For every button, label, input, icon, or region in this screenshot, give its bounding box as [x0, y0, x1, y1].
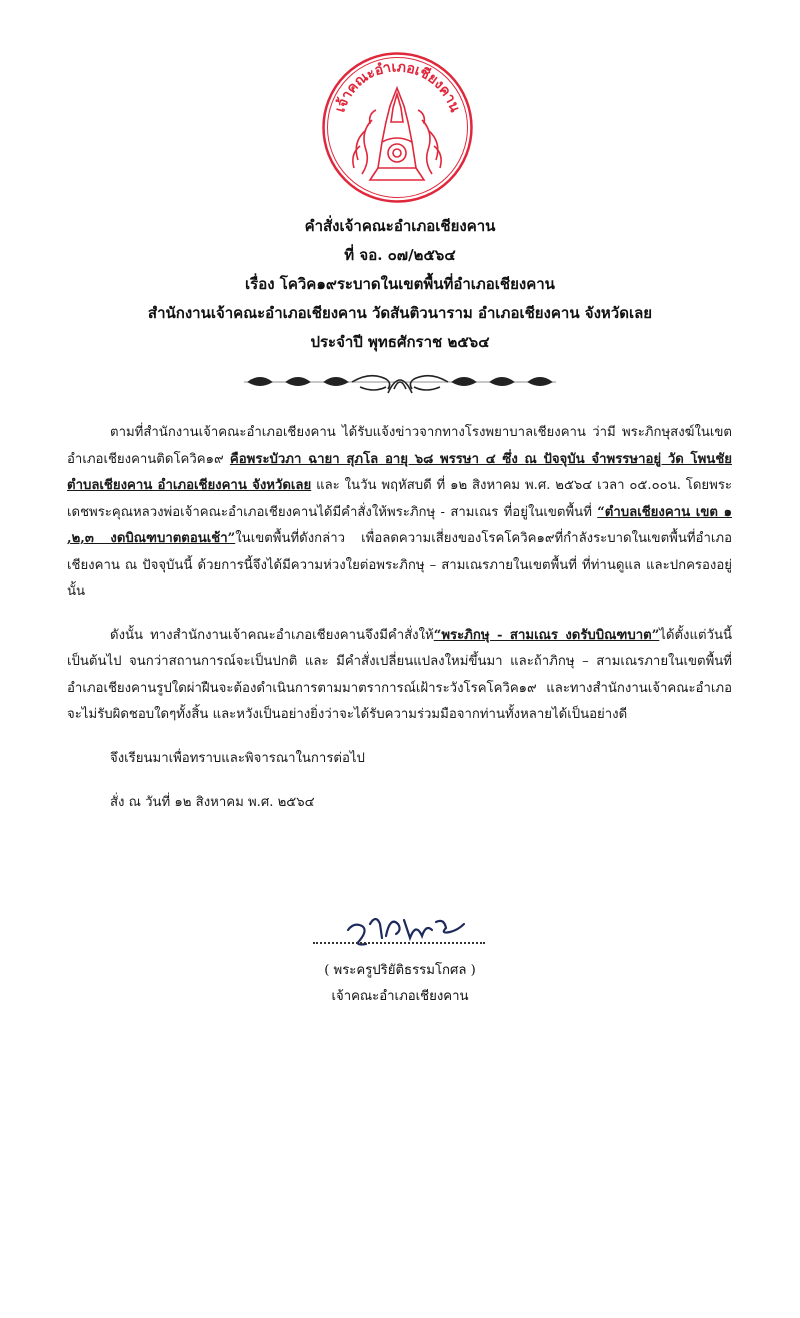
closing-line: จึงเรียนมาเพื่อทราบและพิจารณาในการต่อไป: [110, 750, 365, 766]
signatory-name: ( พระครูปริยัติธรรมโกศล ): [324, 963, 476, 978]
p2-text-c: ได้ตั้งแต่วันนี้เป็นต้นไป จนกว่าสถานการณ์จะเป็นปกติ และ มีคำสั่งเปลี่ยนแปลงใหม่ขึ้นมา และถ้าภิกษุ – สามเณรภายในเขตพื้นที่อำเภอเชียงคานรูปใดผ่าฝืนจะต้องดำเนินการตามมาตราการณ์เฝ้าระวังโรคโควิค๑๙ และทางสำนักงานเจ้าคณะอำเภอจะไม่รับผิดชอบใดๆทั้งสิ้น และหวังเป็นอย่างยิ่งว่าจะได้รับความร่วมมือจากท่านทั้งหลายได้เป็นอย่างดี: [67, 627, 732, 722]
svg-text:เจ้าคณะอำเภอเชียงคาน: [332, 59, 463, 114]
p1-text-c: และ ในวัน พฤหัสบดี ที่ ๑๒ สิงหาคม พ.ศ. ๒๕๖๔ เวลา ๐๕.๐๐น. โดยพระเดชพระคุณหลวงพ่อเจ้าคณะอำเภอเชียงคานได้มีคำสั่งให้พระภิกษุ - สามเณร ที่อยู่ในเขตพื้นที่: [67, 478, 732, 520]
document-year: ประจำปี พุทธศักราช ๒๕๖๔: [310, 333, 490, 351]
ornamental-divider: [240, 365, 560, 397]
paragraph-2: [67, 623, 732, 729]
order-date: สั่ง ณ วันที่ ๑๒ สิงหาคม พ.ศ. ๒๕๖๔: [110, 795, 315, 810]
p2-text-a: ดังนั้น ทางสำนักงานเจ้าคณะอำเภอเชียงคานจึงมีคำสั่งให้: [110, 627, 434, 643]
document-body: [67, 420, 732, 835]
signatory-title: เจ้าคณะอำเภอเชียงคาน: [331, 989, 469, 1004]
signature-line: [313, 942, 485, 944]
p1-highlight-monk: คือพระบัวภา ฉายา สุภโล อายุ ๖๘ พรรษา ๔ ซึ่ง ณ ปัจจุบัน จำพรรษาอยู่ วัด โพนชัย ตำบลเชียงคาน อำเภอเชียงคาน จังหวัดเลย: [67, 451, 732, 493]
document-office: สำนักงานเจ้าคณะอำเภอเชียงคาน วัดสันติวนาราม อำเภอเชียงคาน จังหวัดเลย: [147, 304, 653, 322]
p1-text-a: ตามที่สำนักงานเจ้าคณะอำเภอเชียงคาน ได้รับแจ้งข่าวจากทางโรงพยาบาลเชียงคาน ว่ามี พระภิกษุสงฆ์ในเขตอำเภอเชียงคานติดโควิค๑๙: [67, 425, 732, 467]
p2-highlight-order: “พระภิกษุ - สามเณร งดรับบิณฑบาต”: [433, 627, 660, 643]
document-title: คำสั่งเจ้าคณะอำเภอเชียงคาน: [304, 217, 496, 235]
signature-block: [300, 900, 500, 1020]
document-number: ที่ จอ. ๐๗/๒๕๖๔: [344, 246, 456, 264]
seal-emblem: [320, 50, 475, 205]
seal-text: เจ้าคณะอำเภอเชียงคาน: [332, 59, 463, 115]
p1-highlight-area: “ตำบลเชียงคาน เขต ๑ ,๒,๓ งดบิณฑบาตตอนเช้า”: [67, 504, 732, 546]
document-subject: เรื่อง โควิค๑๙ระบาดในเขตพื้นที่อำเภอเชียงคาน: [245, 275, 555, 293]
document-header: [0, 212, 800, 357]
paragraph-1: [67, 420, 732, 606]
p1-text-e: ในเขตพื้นที่ดังกล่าว เพื่อลดความเสี่ยงของโรคโควิค๑๙ที่กำลังระบาดในเขตพื้นที่อำเภอเชียงคาน ณ ปัจจุบันนี้ ด้วยการนี้จึงได้มีความห่วงใยต่อพระภิกษุ – สามเณรภายในเขตพื้นที่ ที่ท่านดูแล และปกครองอยู่นั้น: [67, 531, 732, 599]
